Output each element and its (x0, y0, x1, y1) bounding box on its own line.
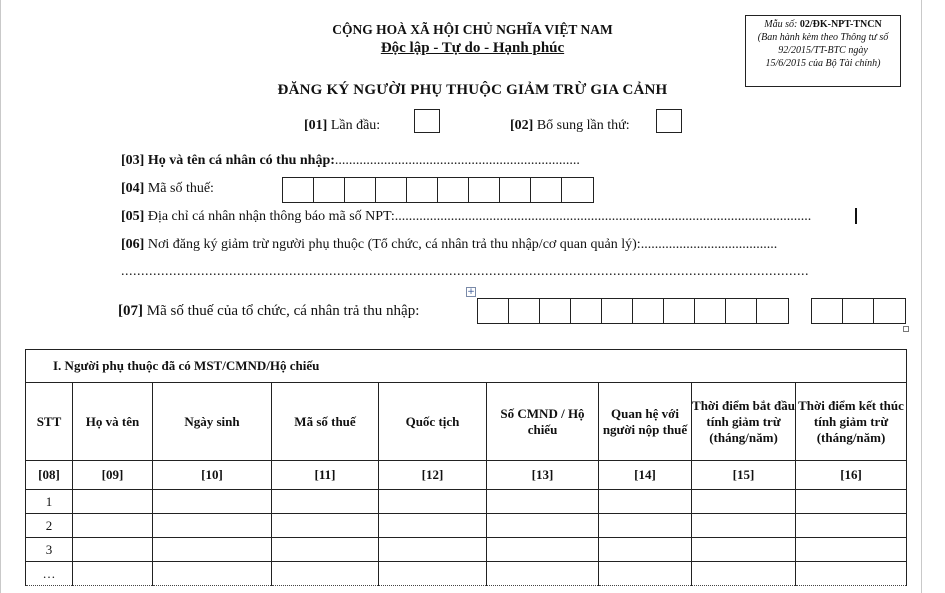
table-cell[interactable] (73, 538, 153, 562)
field-05-dots[interactable]: ....................................................................................................................... (394, 209, 812, 224)
col-name-header: Họ và tên (73, 383, 153, 461)
supplement-number-box[interactable] (656, 109, 682, 133)
dependents-table (25, 349, 907, 586)
field-07-label: [07] Mã số thuế của tổ chức, cá nhân trả thu nhập: (118, 303, 420, 319)
table-cell[interactable] (796, 562, 907, 586)
table-cell[interactable] (692, 514, 796, 538)
field-06: [06] Nơi đăng ký giảm trừ người phụ thuộc (Tổ chức, cá nhân trả thu nhập/cơ quan quản lý):....................................... (121, 237, 778, 252)
field-01-label: [01] Lần đầu: (304, 118, 381, 133)
table-cell[interactable] (796, 514, 907, 538)
table-cell[interactable] (599, 490, 692, 514)
col-code: [08] (26, 461, 73, 490)
table-row[interactable] (26, 490, 907, 514)
payer-tax-code-suffix-cells[interactable] (811, 298, 906, 324)
field-04-label: [04] Mã số thuế: (121, 181, 214, 196)
col-nationality-header: Quốc tịch (379, 383, 487, 461)
col-stt-header: STT (26, 383, 73, 461)
field-02-label: [02] Bổ sung lần thứ: (510, 118, 630, 133)
table-cell[interactable] (487, 490, 599, 514)
row-number: 2 (26, 514, 73, 538)
table-cell[interactable] (379, 538, 487, 562)
table-code-row (26, 461, 907, 490)
table-cell[interactable] (692, 538, 796, 562)
table-cell[interactable] (599, 514, 692, 538)
table-cell[interactable] (796, 490, 907, 514)
table-cell[interactable] (73, 514, 153, 538)
table-row[interactable] (26, 538, 907, 562)
field-03-dots[interactable]: ...................................................................... (334, 153, 580, 168)
col-taxcode-header: Mã số thuế (272, 383, 379, 461)
col-id-header: Số CMND / Hộ chiếu (487, 383, 599, 461)
table-cell[interactable] (153, 562, 272, 586)
table-cell[interactable] (153, 538, 272, 562)
table-cell[interactable] (487, 514, 599, 538)
text-cursor (855, 208, 857, 224)
table-cell[interactable] (599, 538, 692, 562)
motto-heading: Độc lập - Tự do - Hạnh phúc (380, 40, 565, 56)
field-03: [03] Họ và tên cá nhân có thu nhập:...................................................................... (121, 153, 580, 168)
table-cell[interactable] (692, 490, 796, 514)
col-start-header: Thời điểm bắt đầu tính giảm trừ (tháng/năm) (692, 383, 796, 461)
row-number: 3 (26, 538, 73, 562)
col-code: [14] (599, 461, 692, 490)
tax-code-cells[interactable] (282, 177, 594, 203)
country-heading: CỘNG HOÀ XÃ HỘI CHỦ NGHĨA VIỆT NAM (332, 22, 613, 37)
col-code: [10] (153, 461, 272, 490)
table-cell[interactable] (272, 562, 379, 586)
table-cell[interactable] (796, 538, 907, 562)
field-05: [05] Địa chỉ cá nhân nhận thông báo mã số NPT:....................................................................................................................... (121, 209, 812, 224)
section-title: I. Người phụ thuộc đã có MST/CMND/Hộ chiếu (26, 350, 907, 383)
table-cell[interactable] (487, 562, 599, 586)
table-cell[interactable] (153, 514, 272, 538)
table-move-icon[interactable]: + (467, 287, 475, 297)
table-cell[interactable] (153, 490, 272, 514)
col-relation-header: Quan hệ với người nộp thuế (599, 383, 692, 461)
form-code-box: Mẫu số: 02/ĐK-NPT-TNCN (Ban hành kèm theo Thông tư số 92/2015/TT-BTC ngày 15/6/2015 của Bộ Tài chính) (745, 15, 901, 87)
payer-tax-code-cells[interactable] (477, 298, 789, 324)
table-cell[interactable] (272, 538, 379, 562)
table-header-row (26, 383, 907, 461)
col-code: [12] (379, 461, 487, 490)
table-cell[interactable] (599, 562, 692, 586)
col-code: [09] (73, 461, 153, 490)
first-time-checkbox[interactable] (414, 109, 440, 133)
col-end-header: Thời điểm kết thúc tính giảm trừ (tháng/năm) (796, 383, 907, 461)
col-code: [15] (692, 461, 796, 490)
row-number: … (26, 562, 73, 586)
table-cell[interactable] (73, 490, 153, 514)
table-cell[interactable] (692, 562, 796, 586)
table-resize-handle[interactable] (903, 326, 909, 332)
table-row[interactable] (26, 562, 907, 586)
table-row[interactable] (26, 514, 907, 538)
field-06-dots-line2[interactable]: ............................................................................................................................................................................ (121, 264, 809, 279)
table-cell[interactable] (272, 514, 379, 538)
col-code: [11] (272, 461, 379, 490)
table-cell[interactable] (379, 490, 487, 514)
table-cell[interactable] (379, 562, 487, 586)
form-title: ĐĂNG KÝ NGƯỜI PHỤ THUỘC GIẢM TRỪ GIA CẢNH (277, 82, 668, 98)
col-code: [16] (796, 461, 907, 490)
col-dob-header: Ngày sinh (153, 383, 272, 461)
table-cell[interactable] (73, 562, 153, 586)
row-number: 1 (26, 490, 73, 514)
table-cell[interactable] (379, 514, 487, 538)
table-cell[interactable] (487, 538, 599, 562)
col-code: [13] (487, 461, 599, 490)
table-cell[interactable] (272, 490, 379, 514)
form-code: 02/ĐK-NPT-TNCN (799, 19, 882, 30)
field-06-dots[interactable]: ....................................... (640, 237, 778, 252)
